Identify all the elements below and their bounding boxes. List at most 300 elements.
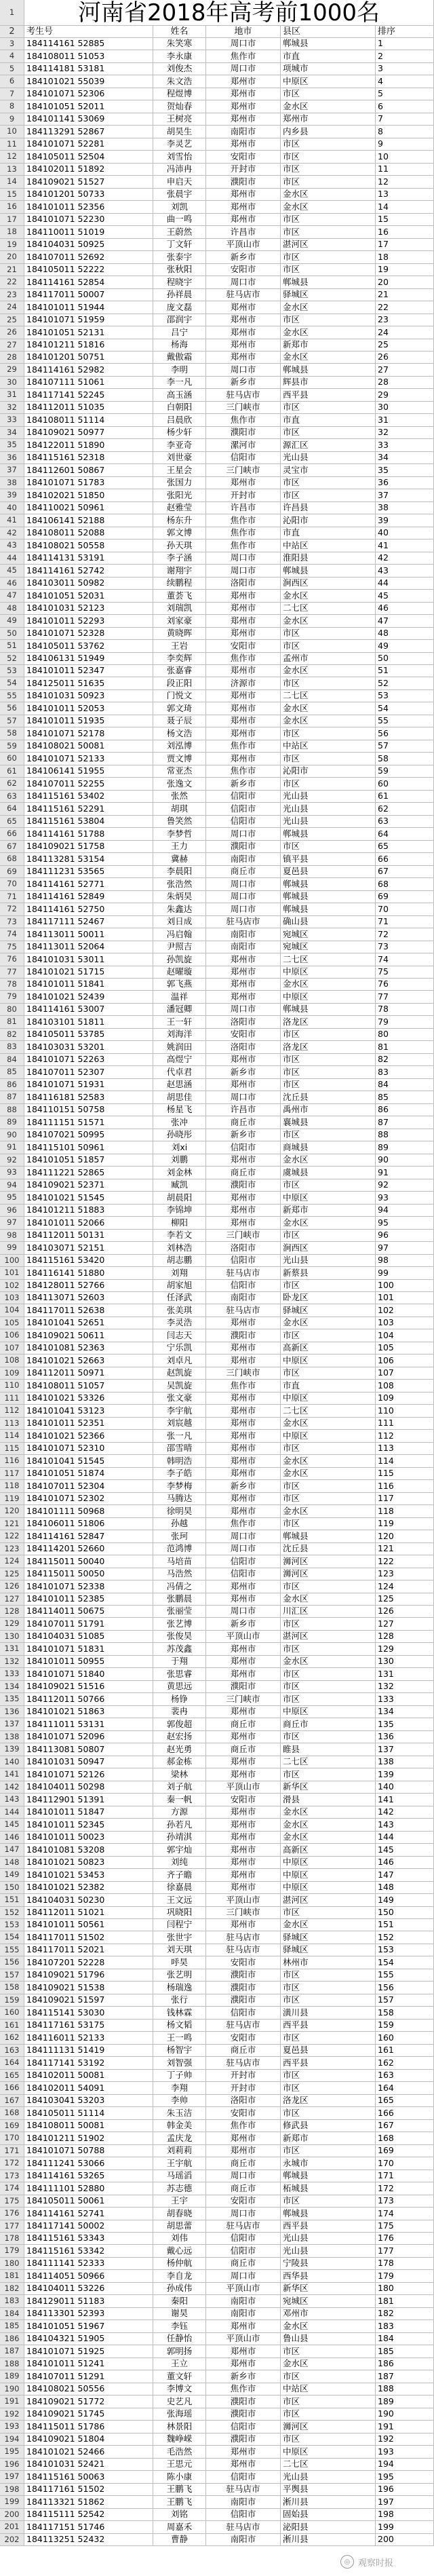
cell-district[interactable]: 西平县 [281, 2220, 376, 2233]
cell-name[interactable]: 赵雅莹 [153, 502, 206, 514]
cell-rank[interactable]: 80 [376, 1029, 434, 1041]
cell-id[interactable]: 184108021 50556 [24, 2383, 153, 2395]
cell-name[interactable]: 任泽武 [153, 1292, 206, 1304]
cell-rank[interactable]: 148 [376, 1882, 434, 1894]
cell-rank[interactable]: 162 [376, 2057, 434, 2069]
cell-district[interactable]: 源汇区 [281, 439, 376, 451]
cell-id[interactable]: 184101201 50733 [24, 189, 153, 201]
cell-rank[interactable]: 107 [376, 1367, 434, 1380]
cell-name[interactable]: 吕晨欣 [153, 414, 206, 426]
cell-district[interactable]: 郑州市 [281, 113, 376, 126]
cell-city[interactable]: 南阳市 [206, 2496, 281, 2508]
cell-district[interactable]: 金水区 [281, 1468, 376, 1480]
cell-district[interactable]: 市区 [281, 2070, 376, 2082]
cell-city[interactable]: 周口市 [206, 565, 281, 577]
cell-name[interactable]: 聂子辰 [153, 715, 206, 727]
column-header-district[interactable]: 县区 [281, 26, 376, 38]
cell-city[interactable]: 平顶山市 [206, 2283, 281, 2295]
cell-city[interactable]: 周口市 [206, 276, 281, 288]
cell-district[interactable]: 西平县 [281, 2020, 376, 2032]
cell-name[interactable]: 刘子航 [153, 1781, 206, 1794]
cell-rank[interactable]: 119 [376, 1518, 434, 1530]
cell-name[interactable]: 胡昊生 [153, 126, 206, 138]
cell-district[interactable]: 新蔡县 [281, 1267, 376, 1279]
cell-rank[interactable]: 197 [376, 2496, 434, 2508]
cell-id[interactable]: 184114201 52660 [24, 1543, 153, 1555]
cell-rank[interactable]: 92 [376, 1179, 434, 1192]
cell-district[interactable]: 中原区 [281, 75, 376, 88]
cell-id[interactable]: 184115011 50050 [24, 1568, 153, 1580]
cell-rank[interactable]: 191 [376, 2421, 434, 2433]
cell-district[interactable]: 郸城县 [281, 2170, 376, 2182]
cell-rank[interactable]: 76 [376, 979, 434, 991]
cell-district[interactable]: 市区 [281, 1668, 376, 1680]
cell-name[interactable]: 王思元 [153, 2459, 206, 2471]
cell-district[interactable]: 市区 [281, 640, 376, 652]
cell-rank[interactable]: 48 [376, 628, 434, 640]
cell-district[interactable]: 中站区 [281, 740, 376, 753]
cell-district[interactable]: 市区 [281, 251, 376, 263]
cell-id[interactable]: 184105011 53785 [24, 1029, 153, 1041]
cell-district[interactable]: 新华区 [281, 1781, 376, 1794]
cell-name[interactable]: 张艺明 [153, 1969, 206, 1982]
cell-city[interactable]: 郑州市 [206, 702, 281, 715]
cell-city[interactable]: 新乡市 [206, 251, 281, 263]
cell-city[interactable]: 安阳市 [206, 264, 281, 276]
cell-rank[interactable]: 46 [376, 603, 434, 615]
cell-city[interactable]: 郑州市 [206, 1919, 281, 1931]
cell-city[interactable]: 焦作市 [206, 527, 281, 539]
cell-rank[interactable]: 186 [376, 2358, 434, 2370]
cell-rank[interactable]: 95 [376, 1217, 434, 1229]
cell-id[interactable]: 184112901 51391 [24, 1794, 153, 1806]
cell-rank[interactable]: 169 [376, 2145, 434, 2157]
cell-district[interactable]: 中原区 [281, 1706, 376, 1718]
cell-rank[interactable]: 114 [376, 1455, 434, 1467]
cell-city[interactable]: 三门峡市 [206, 1367, 281, 1380]
cell-district[interactable]: 滑县 [281, 1794, 376, 1806]
cell-rank[interactable]: 84 [376, 1079, 434, 1091]
cell-id[interactable]: 184106141 51955 [24, 765, 153, 778]
cell-id[interactable]: 184116141 51880 [24, 1267, 153, 1279]
cell-district[interactable]: 金水区 [281, 702, 376, 715]
cell-name[interactable]: 呼昊 [153, 1956, 206, 1969]
cell-rank[interactable]: 97 [376, 1242, 434, 1254]
cell-city[interactable]: 安阳市 [206, 2195, 281, 2208]
cell-city[interactable]: 郑州市 [206, 991, 281, 1003]
cell-name[interactable]: 秦阳 [153, 2295, 206, 2307]
cell-name[interactable]: 刘宸越 [153, 1418, 206, 1430]
cell-rank[interactable]: 172 [376, 2182, 434, 2195]
cell-rank[interactable]: 6 [376, 100, 434, 113]
cell-id[interactable]: 184101021 52439 [24, 991, 153, 1003]
cell-district[interactable]: 二七区 [281, 690, 376, 702]
cell-rank[interactable]: 105 [376, 1342, 434, 1355]
cell-id[interactable]: 184115141 53030 [24, 2007, 153, 2019]
cell-district[interactable]: 市区 [281, 489, 376, 501]
cell-rank[interactable]: 74 [376, 953, 434, 966]
cell-city[interactable]: 新乡市 [206, 1480, 281, 1492]
cell-city[interactable]: 郑州市 [206, 1468, 281, 1480]
cell-district[interactable]: 市区 [281, 628, 376, 640]
cell-id[interactable]: 184102011 50081 [24, 2070, 153, 2082]
cell-city[interactable]: 三门峡市 [206, 1693, 281, 1705]
cell-id[interactable]: 184107021 50995 [24, 1129, 153, 1141]
cell-district[interactable]: 涧西区 [281, 1242, 376, 1254]
cell-district[interactable]: 二七区 [281, 953, 376, 966]
cell-district[interactable]: 金水区 [281, 1832, 376, 1844]
cell-district[interactable]: 泌阳县 [281, 2521, 376, 2533]
cell-id[interactable]: 184102011 51892 [24, 164, 153, 176]
cell-id[interactable]: 184117161 51502 [24, 2484, 153, 2496]
cell-id[interactable]: 184101071 52178 [24, 727, 153, 740]
cell-id[interactable]: 184108011 51057 [24, 1380, 153, 1392]
cell-district[interactable]: 市区 [281, 1982, 376, 1994]
cell-rank[interactable]: 195 [376, 2471, 434, 2483]
cell-name[interactable]: 王树亮 [153, 113, 206, 126]
cell-district[interactable]: 确山县 [281, 916, 376, 928]
cell-name[interactable]: 任静怡 [153, 2333, 206, 2345]
cell-city[interactable]: 焦作市 [206, 2120, 281, 2132]
cell-rank[interactable]: 168 [376, 2132, 434, 2144]
cell-city[interactable]: 郑州市 [206, 966, 281, 979]
cell-id[interactable]: 184107011 52307 [24, 1066, 153, 1078]
cell-id[interactable]: 184101071 52281 [24, 138, 153, 151]
cell-district[interactable]: 淮阳县 [281, 552, 376, 565]
cell-name[interactable]: 孙若凡 [153, 1819, 206, 1831]
cell-city[interactable]: 驻马店市 [206, 289, 281, 301]
cell-id[interactable]: 184101011 52345 [24, 1819, 153, 1831]
cell-rank[interactable]: 90 [376, 1154, 434, 1167]
cell-district[interactable]: 金水区 [281, 1418, 376, 1430]
cell-name[interactable]: 朱炳昊 [153, 891, 206, 903]
cell-rank[interactable]: 143 [376, 1819, 434, 1831]
cell-name[interactable]: 王星会 [153, 464, 206, 476]
cell-id[interactable]: 184101011 52347 [24, 665, 153, 677]
cell-rank[interactable]: 130 [376, 1656, 434, 1668]
cell-rank[interactable]: 82 [376, 1054, 434, 1066]
cell-rank[interactable]: 49 [376, 640, 434, 652]
cell-city[interactable]: 信阳市 [206, 1141, 281, 1154]
cell-district[interactable]: 中原区 [281, 1882, 376, 1894]
cell-district[interactable]: 市直 [281, 414, 376, 426]
cell-name[interactable]: 朱文浩 [153, 75, 206, 88]
cell-district[interactable]: 郸城县 [281, 903, 376, 915]
cell-city[interactable]: 周口市 [206, 38, 281, 50]
cell-city[interactable]: 安阳市 [206, 1956, 281, 1969]
cell-name[interactable]: 杨少轩 [153, 427, 206, 439]
cell-name[interactable]: 张一凡 [153, 1430, 206, 1442]
cell-name[interactable]: 李子皓 [153, 1468, 206, 1480]
cell-name[interactable]: 刘凯 [153, 201, 206, 213]
cell-id[interactable]: 184108011 51053 [24, 50, 153, 62]
cell-id[interactable]: 184101011 50561 [24, 1919, 153, 1931]
cell-rank[interactable]: 47 [376, 615, 434, 627]
cell-city[interactable]: 郑州市 [206, 1844, 281, 1856]
cell-city[interactable]: 周口市 [206, 1091, 281, 1103]
cell-id[interactable]: 184101071 52126 [24, 1768, 153, 1781]
cell-id[interactable]: 184111231 53565 [24, 866, 153, 878]
cell-district[interactable]: 新华区 [281, 2283, 376, 2295]
cell-name[interactable]: 杨海 [153, 339, 206, 352]
cell-name[interactable]: 鲁笑然 [153, 816, 206, 828]
cell-district[interactable]: 新郑市 [281, 1205, 376, 1217]
cell-district[interactable]: 中站区 [281, 2383, 376, 2395]
cell-rank[interactable]: 77 [376, 991, 434, 1003]
cell-city[interactable]: 焦作市 [206, 414, 281, 426]
cell-id[interactable]: 184105011 52222 [24, 264, 153, 276]
cell-city[interactable]: 郑州市 [206, 1668, 281, 1680]
cell-city[interactable]: 信阳市 [206, 2421, 281, 2433]
cell-rank[interactable]: 161 [376, 2045, 434, 2057]
cell-city[interactable]: 开封市 [206, 489, 281, 501]
cell-city[interactable]: 郑州市 [206, 628, 281, 640]
cell-city[interactable]: 周口市 [206, 364, 281, 376]
cell-rank[interactable]: 136 [376, 1731, 434, 1743]
cell-id[interactable]: 184113011 50011 [24, 928, 153, 941]
cell-rank[interactable]: 27 [376, 364, 434, 376]
cell-city[interactable]: 郑州市 [206, 2459, 281, 2471]
cell-rank[interactable]: 56 [376, 727, 434, 740]
cell-name[interactable]: 韩明浩 [153, 1455, 206, 1467]
cell-name[interactable]: 朱玉洁 [153, 2107, 206, 2119]
cell-rank[interactable]: 85 [376, 1091, 434, 1103]
cell-name[interactable]: 方源 [153, 1806, 206, 1819]
cell-name[interactable]: 刘翔 [153, 1267, 206, 1279]
cell-city[interactable]: 郑州市 [206, 1857, 281, 1869]
cell-rank[interactable]: 164 [376, 2082, 434, 2094]
cell-district[interactable]: 修武县 [281, 2120, 376, 2132]
cell-rank[interactable]: 89 [376, 1141, 434, 1154]
cell-rank[interactable]: 93 [376, 1192, 434, 1204]
cell-name[interactable]: 王一鸣 [153, 2032, 206, 2044]
cell-district[interactable]: 川汇区 [281, 1606, 376, 1618]
cell-rank[interactable]: 64 [376, 828, 434, 840]
cell-name[interactable]: 曹静 [153, 2534, 206, 2546]
cell-city[interactable]: 郑州市 [206, 2145, 281, 2157]
cell-city[interactable]: 郑州市 [206, 727, 281, 740]
column-header-name[interactable]: 姓名 [153, 26, 206, 38]
cell-name[interactable]: 贺灿春 [153, 100, 206, 113]
cell-rank[interactable]: 137 [376, 1743, 434, 1756]
cell-city[interactable]: 信阳市 [206, 452, 281, 464]
cell-name[interactable]: 刘泓博 [153, 740, 206, 753]
cell-rank[interactable]: 8 [376, 126, 434, 138]
cell-id[interactable]: 184117141 52245 [24, 389, 153, 401]
cell-name[interactable]: 张秋阳 [153, 264, 206, 276]
cell-city[interactable]: 开封市 [206, 164, 281, 176]
cell-name[interactable]: 李明 [153, 364, 206, 376]
cell-district[interactable]: 金水区 [281, 979, 376, 991]
cell-city[interactable]: 郑州市 [206, 100, 281, 113]
cell-district[interactable]: 灵宝市 [281, 464, 376, 476]
cell-rank[interactable]: 182 [376, 2308, 434, 2320]
cell-rank[interactable]: 152 [376, 1931, 434, 1944]
cell-id[interactable]: 184104321 51905 [24, 2333, 153, 2345]
cell-city[interactable]: 郑州市 [206, 1505, 281, 1517]
cell-district[interactable]: 市区 [281, 477, 376, 489]
cell-district[interactable]: 涧西区 [281, 577, 376, 590]
cell-district[interactable]: 固始县 [281, 2509, 376, 2521]
cell-rank[interactable]: 187 [376, 2370, 434, 2383]
cell-city[interactable]: 信阳市 [206, 2509, 281, 2521]
cell-id[interactable]: 184107011 52692 [24, 251, 153, 263]
cell-rank[interactable]: 124 [376, 1580, 434, 1593]
cell-city[interactable]: 郑州市 [206, 979, 281, 991]
cell-name[interactable]: 李自龙 [153, 2270, 206, 2282]
cell-name[interactable]: 裴冉 [153, 1706, 206, 1718]
cell-district[interactable]: 郸城县 [281, 1530, 376, 1542]
cell-id[interactable]: 184111131 51419 [24, 2045, 153, 2057]
cell-id[interactable]: 184103101 51811 [24, 1016, 153, 1028]
cell-name[interactable]: 杨东升 [153, 514, 206, 527]
cell-name[interactable]: 张俊昊 [153, 1631, 206, 1643]
cell-rank[interactable]: 75 [376, 966, 434, 979]
cell-district[interactable]: 市区 [281, 1443, 376, 1455]
cell-city[interactable]: 郑州市 [206, 1706, 281, 1718]
cell-district[interactable]: 市区 [281, 1969, 376, 1982]
cell-id[interactable]: 184101041 53123 [24, 1405, 153, 1417]
cell-name[interactable]: 冀赫 [153, 853, 206, 865]
cell-id[interactable]: 184114161 53007 [24, 1004, 153, 1016]
cell-rank[interactable]: 91 [376, 1167, 434, 1179]
cell-rank[interactable]: 86 [376, 1104, 434, 1116]
cell-id[interactable]: 184114131 53191 [24, 552, 153, 565]
cell-district[interactable]: 金水区 [281, 189, 376, 201]
cell-id[interactable]: 184114161 52854 [24, 276, 153, 288]
cell-rank[interactable]: 73 [376, 941, 434, 953]
cell-district[interactable]: 市区 [281, 314, 376, 326]
cell-name[interactable]: 郭俊超 [153, 1718, 206, 1730]
cell-city[interactable]: 濮阳市 [206, 427, 281, 439]
cell-city[interactable]: 信阳市 [206, 1255, 281, 1267]
cell-rank[interactable]: 98 [376, 1255, 434, 1267]
cell-id[interactable]: 184117011 52021 [24, 1944, 153, 1956]
cell-rank[interactable]: 13 [376, 189, 434, 201]
cell-name[interactable]: 李若文 [153, 1230, 206, 1242]
cell-rank[interactable]: 189 [376, 2395, 434, 2408]
cell-name[interactable]: 杨仲航 [153, 2258, 206, 2270]
cell-city[interactable]: 三门峡市 [206, 464, 281, 476]
cell-city[interactable]: 驻马店市 [206, 1944, 281, 1956]
cell-rank[interactable]: 21 [376, 289, 434, 301]
cell-name[interactable]: 王宇 [153, 2195, 206, 2208]
cell-id[interactable]: 184115161 53342 [24, 2245, 153, 2257]
cell-rank[interactable]: 55 [376, 715, 434, 727]
cell-name[interactable]: 杨铮 [153, 1693, 206, 1705]
cell-name[interactable]: 贾文博 [153, 753, 206, 765]
cell-city[interactable]: 濮阳市 [206, 1179, 281, 1192]
cell-city[interactable]: 郑州市 [206, 1405, 281, 1417]
cell-name[interactable]: 门悦文 [153, 690, 206, 702]
cell-rank[interactable]: 150 [376, 1907, 434, 1919]
cell-name[interactable]: 张然 [153, 791, 206, 803]
cell-city[interactable]: 郑州市 [206, 1342, 281, 1355]
cell-name[interactable]: 张鹏晨 [153, 1593, 206, 1606]
cell-rank[interactable]: 87 [376, 1116, 434, 1129]
cell-name[interactable]: 苏茂鑫 [153, 1643, 206, 1655]
cell-rank[interactable]: 28 [376, 377, 434, 389]
cell-city[interactable]: 济源市 [206, 677, 281, 689]
cell-rank[interactable]: 63 [376, 816, 434, 828]
cell-district[interactable]: 市区 [281, 2433, 376, 2446]
cell-district[interactable]: 潢川县 [281, 2007, 376, 2019]
cell-city[interactable]: 焦作市 [206, 1380, 281, 1392]
cell-district[interactable]: 中原区 [281, 1192, 376, 1204]
cell-city[interactable]: 新乡市 [206, 1129, 281, 1141]
cell-district[interactable]: 市区 [281, 88, 376, 100]
cell-rank[interactable]: 30 [376, 402, 434, 414]
cell-city[interactable]: 驻马店市 [206, 2220, 281, 2233]
cell-district[interactable]: 金水区 [281, 1819, 376, 1831]
cell-district[interactable]: 镇平县 [281, 853, 376, 865]
cell-rank[interactable]: 173 [376, 2195, 434, 2208]
cell-city[interactable]: 安阳市 [206, 2032, 281, 2044]
cell-rank[interactable]: 94 [376, 1205, 434, 1217]
cell-rank[interactable]: 14 [376, 201, 434, 213]
cell-name[interactable]: 张美琪 [153, 1304, 206, 1317]
cell-rank[interactable]: 122 [376, 1555, 434, 1568]
cell-id[interactable]: 184101071 51783 [24, 477, 153, 489]
cell-id[interactable]: 184116011 52133 [24, 2032, 153, 2044]
cell-name[interactable]: 徐嘉晨 [153, 1882, 206, 1894]
cell-rank[interactable]: 83 [376, 1066, 434, 1078]
cell-city[interactable]: 南阳市 [206, 2308, 281, 2320]
cell-district[interactable]: 郸城县 [281, 828, 376, 840]
cell-district[interactable]: 市区 [281, 841, 376, 853]
cell-name[interactable]: 张国力 [153, 477, 206, 489]
cell-name[interactable]: 戴傲霜 [153, 352, 206, 364]
cell-name[interactable]: 程煜博 [153, 88, 206, 100]
cell-name[interactable]: 刘铭 [153, 2509, 206, 2521]
cell-city[interactable]: 新乡市 [206, 377, 281, 389]
cell-district[interactable]: 光山县 [281, 2471, 376, 2483]
cell-rank[interactable]: 198 [376, 2509, 434, 2521]
cell-id[interactable]: 184115101 50961 [24, 1141, 153, 1154]
cell-city[interactable]: 郑州市 [206, 214, 281, 226]
cell-name[interactable]: 王蔚然 [153, 226, 206, 238]
cell-rank[interactable]: 31 [376, 414, 434, 426]
cell-id[interactable]: 184114161 52750 [24, 903, 153, 915]
cell-id[interactable]: 184101211 51816 [24, 339, 153, 352]
cell-id[interactable]: 184101111 50968 [24, 1505, 153, 1517]
cell-city[interactable]: 周口市 [206, 2170, 281, 2182]
cell-name[interactable]: 胡春晓 [153, 2208, 206, 2220]
cell-city[interactable]: 周口市 [206, 2208, 281, 2220]
cell-id[interactable]: 184114161 52847 [24, 1530, 153, 1542]
cell-name[interactable]: 段正阳 [153, 677, 206, 689]
cell-id[interactable]: 184103031 53201 [24, 1041, 153, 1053]
cell-rank[interactable]: 111 [376, 1418, 434, 1430]
cell-rank[interactable]: 71 [376, 916, 434, 928]
cell-rank[interactable]: 15 [376, 214, 434, 226]
cell-city[interactable]: 周口市 [206, 1530, 281, 1542]
cell-id[interactable]: 184114011 50675 [24, 1606, 153, 1618]
cell-id[interactable]: 184101071 52096 [24, 1731, 153, 1743]
cell-id[interactable]: 184117011 52638 [24, 1304, 153, 1317]
cell-rank[interactable]: 145 [376, 1844, 434, 1856]
cell-rank[interactable]: 120 [376, 1530, 434, 1542]
cell-district[interactable]: 柘城县 [281, 2182, 376, 2195]
cell-rank[interactable]: 32 [376, 427, 434, 439]
cell-city[interactable]: 郑州市 [206, 477, 281, 489]
cell-id[interactable]: 184101021 51715 [24, 966, 153, 979]
cell-city[interactable]: 商丘市 [206, 866, 281, 878]
cell-id[interactable]: 184122011 51890 [24, 439, 153, 451]
cell-district[interactable]: 卧龙区 [281, 1292, 376, 1304]
cell-district[interactable]: 市区 [281, 677, 376, 689]
cell-name[interactable]: 尹照吉 [153, 941, 206, 953]
